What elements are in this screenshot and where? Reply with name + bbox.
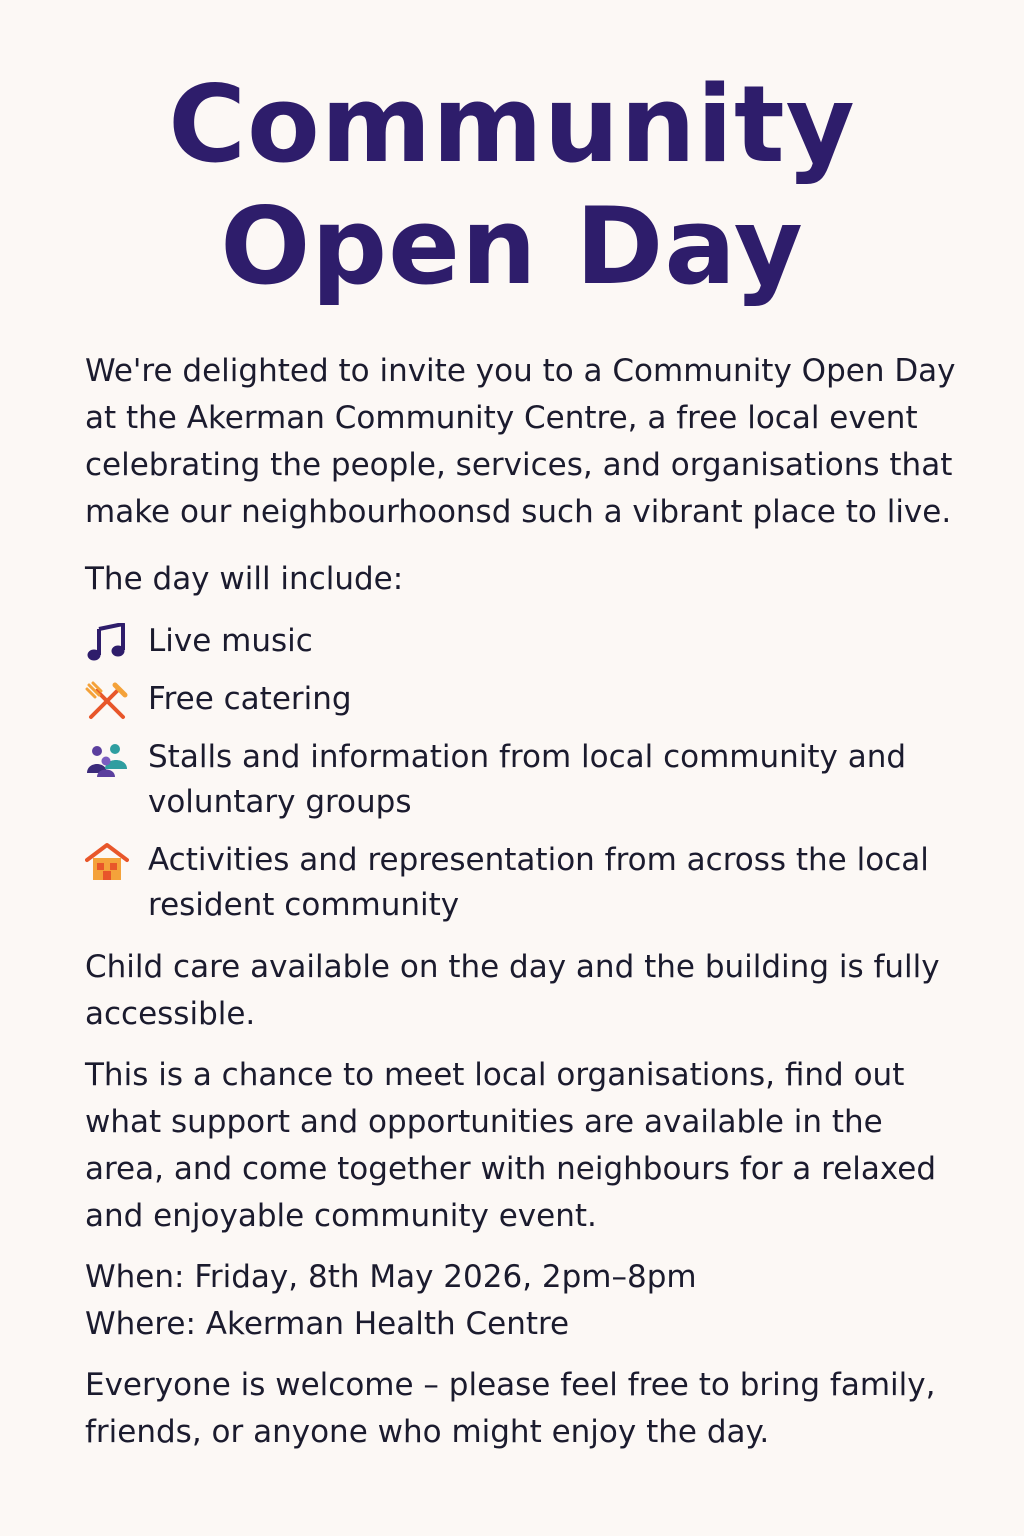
fork-knife-icon: [85, 681, 129, 721]
title-line-1: Community: [168, 63, 856, 186]
page-title: [0, 64, 1024, 308]
event-details: [85, 1254, 965, 1348]
event-where: Where: Akerman Health Centre: [85, 1306, 570, 1342]
feature-label-music: Live music: [148, 623, 313, 659]
welcome-paragraph: Everyone is welcome – please feel free to bring family, friends, or anyone who might enjoy the day.: [85, 1367, 936, 1450]
feature-item-activities: [85, 838, 965, 928]
feature-item-stalls: [85, 735, 965, 825]
event-when: When: Friday, 8th May 2026, 2pm–8pm: [85, 1259, 697, 1295]
chance-paragraph: This is a chance to meet local organisations, find out what support and opportunities are available in the area, and come together with neighbours for a relaxed and enjoyable community event.: [85, 1057, 937, 1234]
feature-label-stalls: Stalls and information from local community and voluntary groups: [148, 739, 907, 820]
feature-item-catering: [85, 677, 965, 722]
house-icon: [85, 842, 129, 882]
feature-item-music: [85, 619, 965, 664]
include-heading: The day will include:: [85, 561, 404, 597]
feature-label-catering: Free catering: [148, 681, 352, 717]
title-line-2: Open Day: [220, 185, 804, 308]
music-note-icon: [85, 623, 129, 663]
community-groups-icon: [85, 739, 129, 779]
feature-list: [85, 619, 965, 928]
flyer-body: [85, 348, 965, 1456]
intro-paragraph: We're delighted to invite you to a Community Open Day at the Akerman Community Centre, a free local event celebrating the people, services, and organisations that make our neighbourhoonsd such a vibrant place to live.: [85, 353, 956, 530]
feature-label-activities: Activities and representation from across the local resident community: [148, 842, 929, 923]
childcare-paragraph: Child care available on the day and the building is fully accessible.: [85, 949, 940, 1032]
